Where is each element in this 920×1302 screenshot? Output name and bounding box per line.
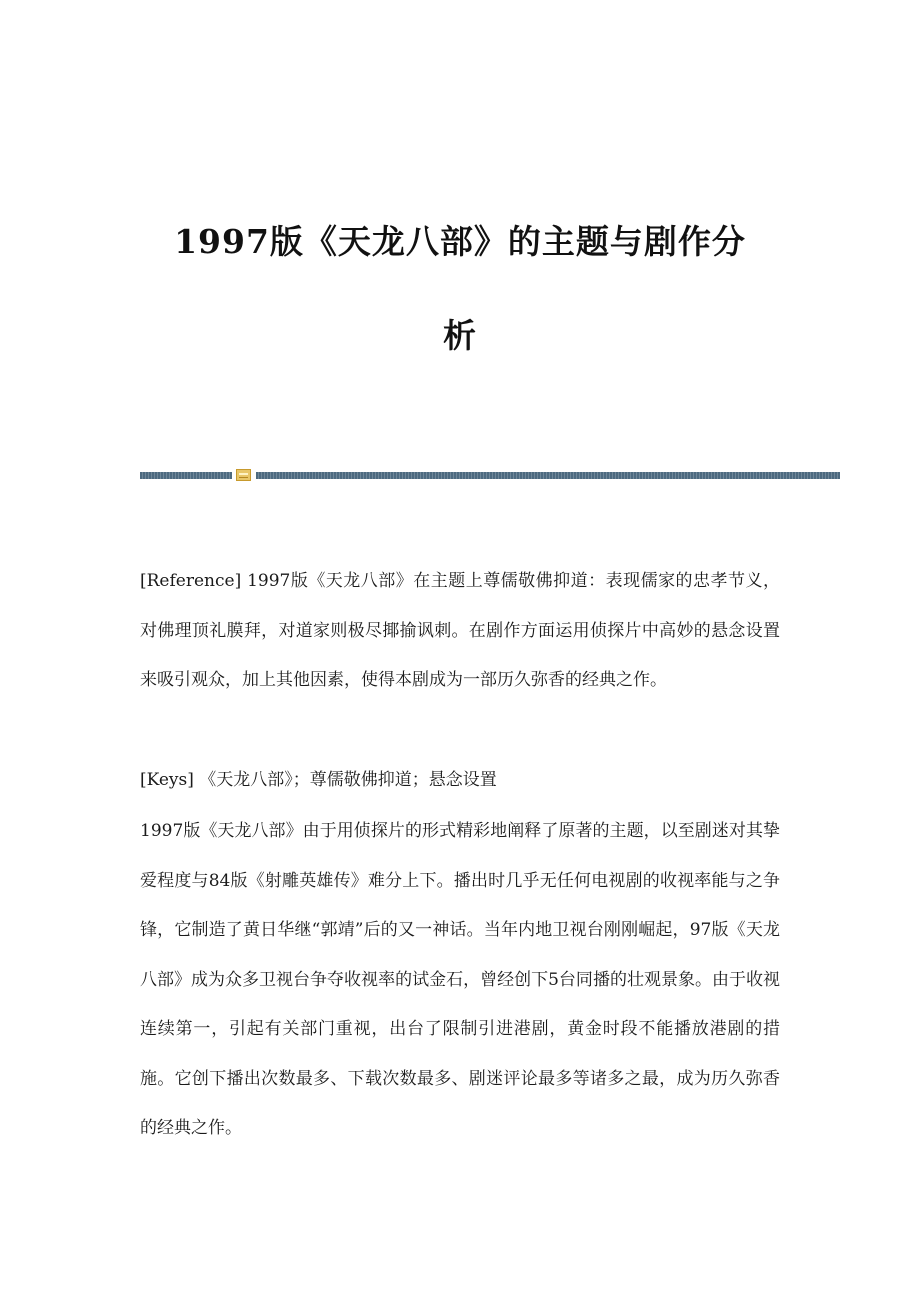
title-divider	[140, 469, 840, 481]
body-paragraph: 1997版《天龙八部》由于用侦探片的形式精彩地阐释了原著的主题，以至剧迷对其挚爱程度与84版《射雕英雄传》难分上下。播出时几乎无任何电视剧的收视率能与之争锋，它制造了黄日华继“郭靖”后的又一神话。当年内地卫视台刚刚崛起，97版《天龙八部》成为众多卫视台争夺收视率的试金石，曾经创下5台同播的壮观景象。由于收视连续第一，引起有关部门重视，出台了限制引进港剧，黄金时段不能播放港剧的措施。它创下播出次数最多、下载次数最多、剧迷评论最多等诸多之最，成为历久弥香的经典之作。	[140, 821, 780, 1138]
divider-bar-right	[256, 472, 840, 479]
divider-bar-left	[140, 472, 232, 479]
document-title-line-2: 析	[443, 316, 477, 355]
reference-abstract: [Reference] 1997版《天龙八部》在主题上尊儒敬佛抑道：表现儒家的忠孝节义，对佛理顶礼膜拜，对道家则极尽揶揄讽刺。在剧作方面运用侦探片中高妙的悬念设置来吸引观众，加上其他因素，使得本剧成为一部历久弥香的经典之作。	[140, 571, 780, 690]
keywords: [Keys] 《天龙八部》；尊儒敬佛抑道；悬念设置	[140, 770, 497, 790]
document-title-line-1: 1997版《天龙八部》的主题与剧作分	[174, 222, 746, 261]
scroll-ornament-icon	[236, 469, 251, 481]
